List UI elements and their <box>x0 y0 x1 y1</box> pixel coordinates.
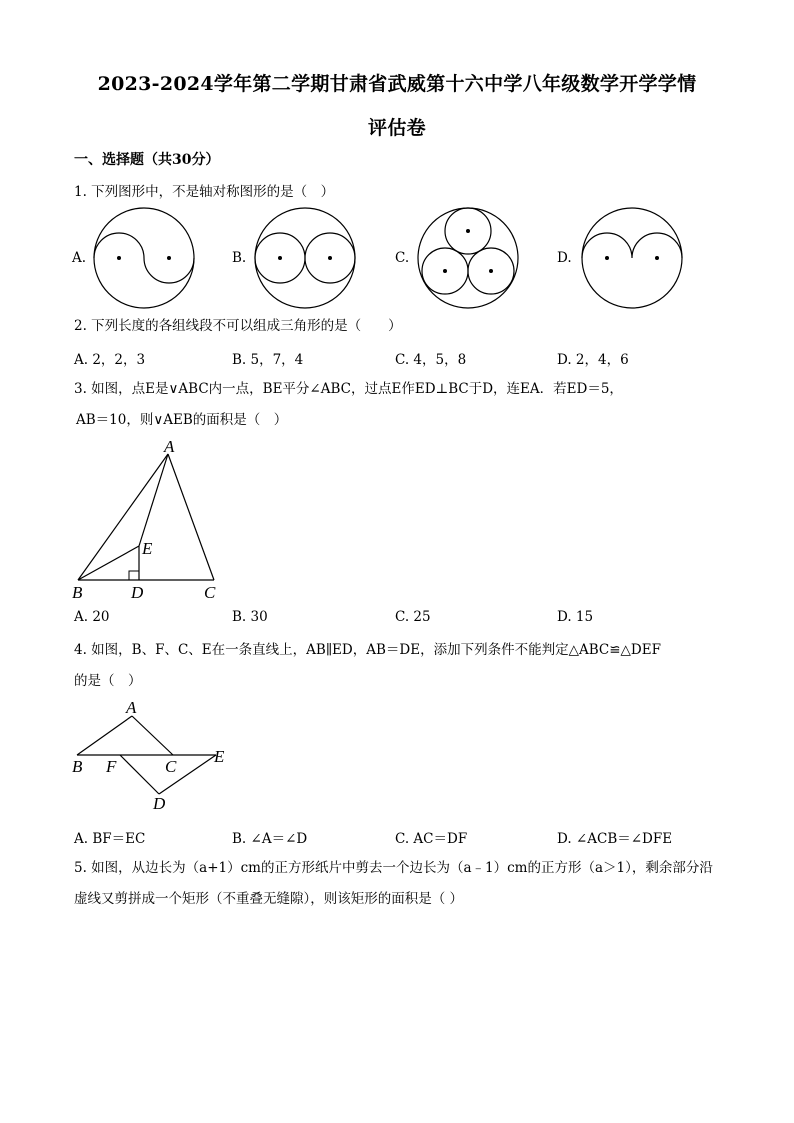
q2-option-c: C. 4，5，8 <box>395 352 467 368</box>
q1-option-d-label: D. <box>557 250 572 266</box>
q4-label-f: F <box>106 757 117 776</box>
q3-triangle-figure <box>70 436 230 601</box>
q1-figure-a <box>92 206 202 310</box>
question-4-stem-line2: 的是（ ） <box>74 673 142 689</box>
q4-label-c: C <box>165 757 177 776</box>
question-2-stem: 2. 下列长度的各组线段不可以组成三角形的是（ ） <box>74 318 402 334</box>
q4-option-b: B. ∠A＝∠D <box>232 831 308 847</box>
q4-triangles-figure <box>70 698 240 816</box>
q1-option-c-label: C. <box>395 250 410 266</box>
question-4-stem-line1: 4. 如图，B、F、C、E在一条直线上，AB∥ED，AB＝DE，添加下列条件不能判定△ABC≌△DEF <box>74 642 661 658</box>
q4-option-a: A. BF＝EC <box>74 831 146 847</box>
exam-title-line1: 2023-2024学年第二学期甘肃省武威第十六中学八年级数学开学学情 <box>97 73 697 95</box>
q3-option-b: B. 30 <box>232 609 268 625</box>
q1-figure-c <box>416 206 526 310</box>
q4-label-e: E <box>214 747 225 766</box>
q3-option-a: A. 20 <box>74 609 110 625</box>
q4-label-d: D <box>153 794 166 813</box>
q3-option-d: D. 15 <box>557 609 594 625</box>
q2-option-b: B. 5，7，4 <box>232 352 304 368</box>
question-3-stem-line2: AB＝10，则∨AEB的面积是（ ） <box>76 412 288 428</box>
q4-label-b: B <box>72 757 83 776</box>
q3-label-e: E <box>142 539 153 558</box>
q1-figure-b <box>253 206 363 310</box>
section-heading: 一、选择题（共30分） <box>74 152 220 168</box>
exam-title-line2: 评估卷 <box>368 117 426 139</box>
q3-label-d: D <box>131 583 144 602</box>
question-5-stem-line1: 5. 如图，从边长为（a+1）cm的正方形纸片中剪去一个边长为（a﹣1）cm的正方形（a＞1），剩余部分沿 <box>74 860 713 876</box>
q3-label-c: C <box>204 583 216 602</box>
q2-option-d: D. 2，4，6 <box>557 352 629 368</box>
q1-option-b-label: B. <box>232 250 247 266</box>
q1-figure-d <box>580 206 690 310</box>
q4-option-c: C. AC＝DF <box>395 831 468 847</box>
q3-label-a: A <box>164 437 175 456</box>
q4-label-a: A <box>126 698 137 717</box>
q1-option-a-label: A. <box>72 250 87 266</box>
q3-option-c: C. 25 <box>395 609 431 625</box>
q2-option-a: A. 2，2，3 <box>74 352 146 368</box>
question-3-stem-line1: 3. 如图，点E是∨ABC内一点，BE平分∠ABC，过点E作ED⊥BC于D，连EA．若ED＝5， <box>74 381 623 397</box>
q3-label-b: B <box>72 583 83 602</box>
q4-option-d: D. ∠ACB＝∠DFE <box>557 831 673 847</box>
question-5-stem-line2: 虚线又剪拼成一个矩形（不重叠无缝隙），则该矩形的面积是（ ） <box>74 891 464 907</box>
question-1-stem: 1. 下列图形中，不是轴对称图形的是（ ） <box>74 184 335 200</box>
